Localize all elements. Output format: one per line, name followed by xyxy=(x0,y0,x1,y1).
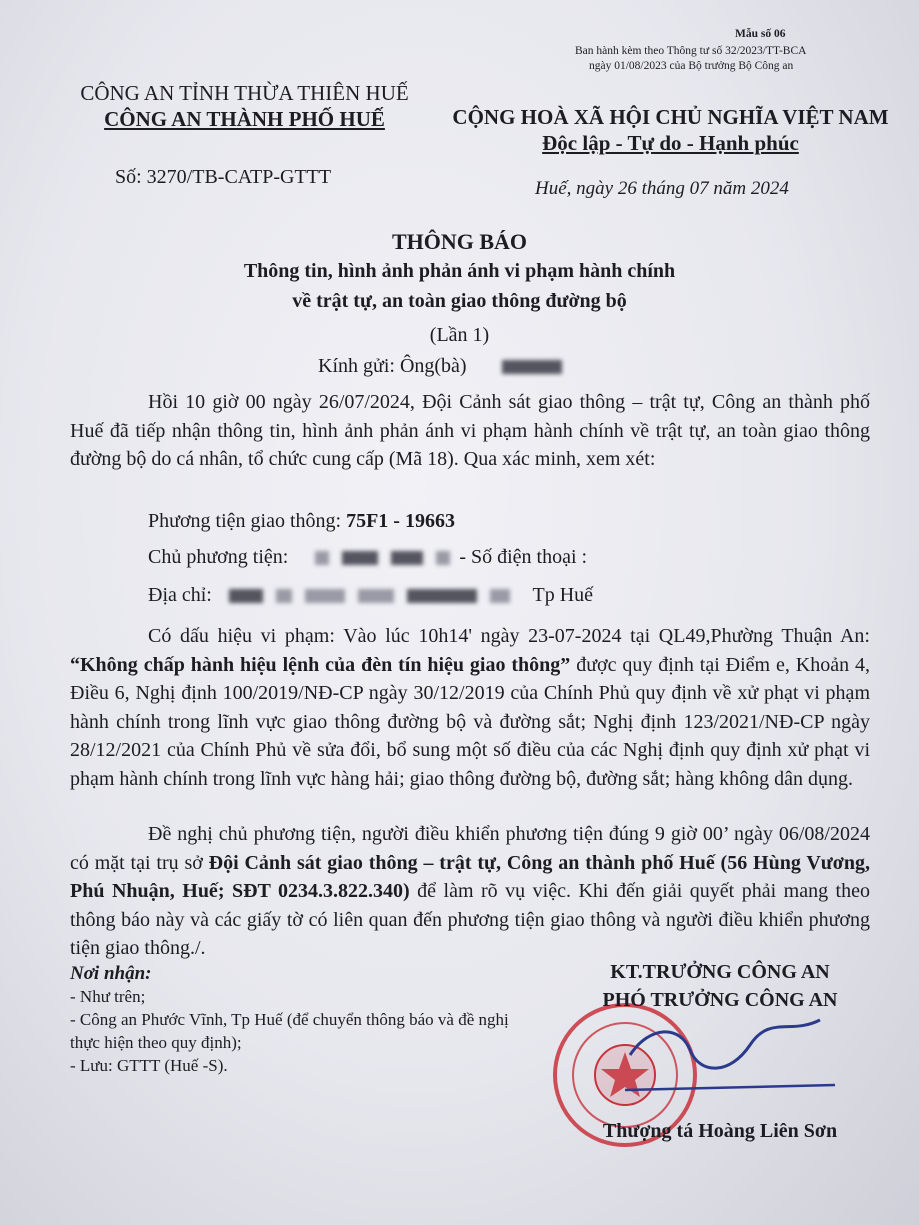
redacted-address-5 xyxy=(407,589,477,603)
title-main: THÔNG BÁO xyxy=(391,229,528,254)
vehicle-label: Phương tiện giao thông: xyxy=(148,510,347,532)
owner-label: Chủ phương tiện: xyxy=(148,546,289,568)
form-reference xyxy=(575,44,806,74)
recipients-block xyxy=(70,962,510,1077)
phone-label: - Số điện thoại : xyxy=(459,546,588,568)
address-line xyxy=(148,584,593,607)
agency-parent: CÔNG AN TỈNH THỪA THIÊN HUẾ xyxy=(80,81,409,105)
address-label: Địa chỉ: xyxy=(148,584,212,606)
recipient-item: - Công an Phước Vĩnh, Tp Huế (để chuyển thông báo và đề nghị thực hiện theo quy định); xyxy=(70,1010,509,1052)
recipient-item: - Lưu: GTTT (Huế -S). xyxy=(70,1056,228,1075)
redacted-name xyxy=(502,360,562,374)
notice-count: (Lần 1) xyxy=(429,324,490,346)
form-reference-line1: Ban hành kèm theo Thông tư số 32/2023/TT-BCA xyxy=(575,45,807,57)
request-lead: Đề nghị chủ phương tiện, người điều khiển phương tiện đúng 9 giờ 00’ ngày 06/08/2024 có mặt tại trụ sở xyxy=(70,823,870,874)
vehicle-line xyxy=(148,510,455,533)
request-place: Đội Cảnh sát giao thông – trật tự, Công an thành phố Huế (56 Hùng Vương, Phú Nhuận, Huế; SĐT 0234.3.822.340) xyxy=(70,851,870,902)
redacted-owner-3 xyxy=(391,551,423,565)
redacted-owner-4 xyxy=(436,551,450,565)
title-sub2: về trật tự, an toàn giao thông đường bộ xyxy=(292,290,627,312)
signature-title-2: PHÓ TRƯỞNG CÔNG AN xyxy=(602,989,838,1011)
redacted-owner-1 xyxy=(315,551,329,565)
signature-title-1: KT.TRƯỞNG CÔNG AN xyxy=(610,961,830,983)
vehicle-plate: 75F1 - 19663 xyxy=(346,510,455,532)
request-rest: để làm rõ vụ việc. Khi đến giải quyết phải mang theo thông báo này và các giấy tờ có liên quan đến phương tiện giao thông và người điều khiển phương tiện giao thông./. xyxy=(70,880,870,959)
title-sub1: Thông tin, hình ảnh phản ánh vi phạm hành chính xyxy=(243,260,676,282)
request-paragraph xyxy=(70,820,870,963)
address-city: Tp Huế xyxy=(532,584,594,606)
nation-title: CỘNG HOÀ XÃ HỘI CHỦ NGHĨA VIỆT NAM xyxy=(452,105,889,129)
agency-header xyxy=(52,80,437,132)
redacted-owner-2 xyxy=(342,551,378,565)
recipients-heading: Nơi nhận: xyxy=(70,963,152,984)
greeting-label: Kính gửi: Ông(bà) xyxy=(318,355,467,377)
date-line: Huế, ngày 26 tháng 07 năm 2024 xyxy=(535,178,789,199)
form-reference-line2: ngày 01/08/2023 của Bộ trưởng Bộ Công an xyxy=(589,60,794,72)
redacted-address-1 xyxy=(229,589,263,603)
signature-block xyxy=(560,958,880,1014)
owner-line xyxy=(148,546,587,569)
violation-lead: Có dấu hiệu vi phạm: Vào lúc 10h14' ngày 23-07-2024 tại QL49,Phường Thuận An: xyxy=(148,625,870,647)
redacted-address-6 xyxy=(490,589,510,603)
agency-name: CÔNG AN THÀNH PHỐ HUẾ xyxy=(104,107,385,131)
handwritten-signature xyxy=(620,1015,840,1095)
violation-paragraph xyxy=(70,622,870,793)
redacted-address-4 xyxy=(358,589,394,603)
form-number: Mẫu số 06 xyxy=(735,28,786,40)
greeting xyxy=(318,355,566,378)
national-header xyxy=(448,104,893,156)
redacted-address-3 xyxy=(305,589,345,603)
recipient-item: - Như trên; xyxy=(70,987,146,1006)
redacted-address-2 xyxy=(276,589,292,603)
violation-rest: được quy định tại Điểm e, Khoản 4, Điều 6, Nghị định 100/2019/NĐ-CP ngày 30/12/2019 của Chính Phủ quy định về xử phạt vi phạm hành chính trong lĩnh vực giao thông đường bộ và đường sắt; Nghị định 123/2021/NĐ-CP ngày 28/12/2021 của Chính Phủ về sửa đổi, bổ sung một số điều của các Nghị định quy định xử phạt vi phạm hành chính trong lĩnh vực hàng hải; giao thông đường bộ, đường sắt; hàng không dân dụng. xyxy=(70,653,870,790)
intro-paragraph: Hồi 10 giờ 00 ngày 26/07/2024, Đội Cảnh sát giao thông – trật tự, Công an thành phố Huế đã tiếp nhận thông tin, hình ảnh phản ánh vi phạm hành chính về trật tự, an toàn giao thông đường bộ do cá nhân, tổ chức cung cấp (Mã 18). Qua xác minh, xem xét: xyxy=(70,391,870,470)
document-number: Số: 3270/TB-CATP-GTTT xyxy=(115,166,332,188)
signer-name: Thượng tá Hoàng Liên Sơn xyxy=(602,1120,838,1142)
notice-title xyxy=(0,228,919,316)
nation-motto: Độc lập - Tự do - Hạnh phúc xyxy=(542,131,799,155)
violation-act: “Không chấp hành hiệu lệnh của đèn tín hiệu giao thông” xyxy=(70,653,571,676)
